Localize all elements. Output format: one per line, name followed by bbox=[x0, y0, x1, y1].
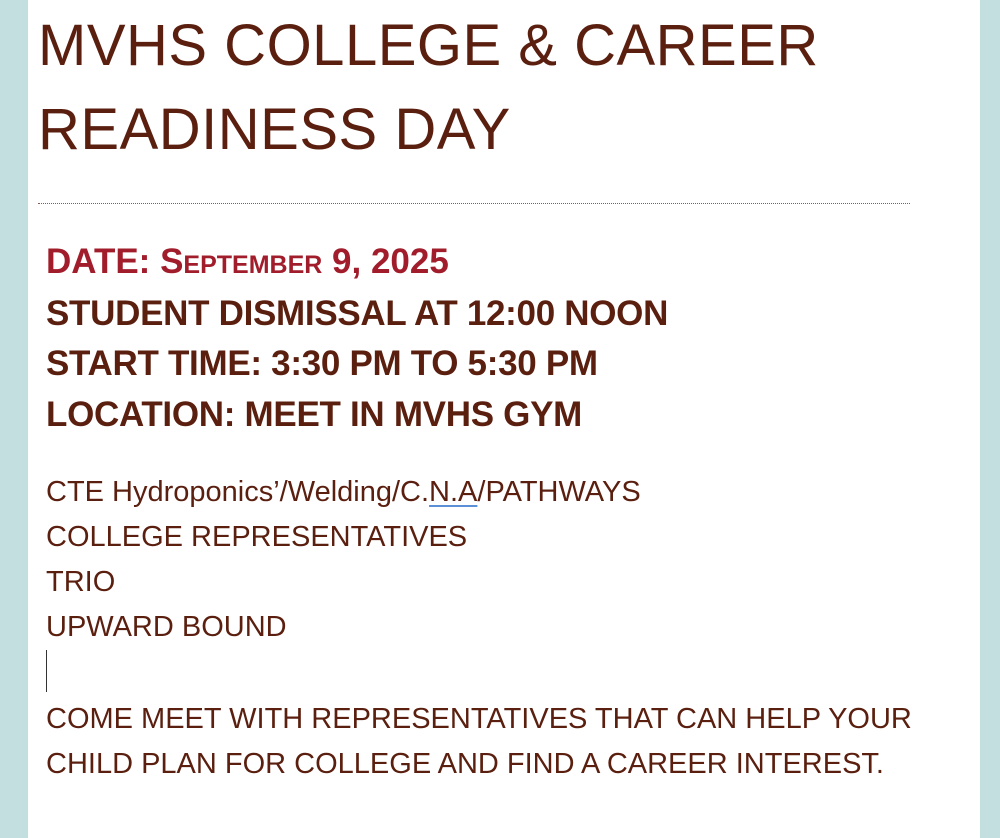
page-title bbox=[38, 4, 819, 172]
dismissal-info: STUDENT DISMISSAL AT 12:00 NOON bbox=[46, 294, 669, 333]
date-value: September 9, 2025 bbox=[160, 242, 449, 281]
list-item-cte bbox=[46, 470, 641, 515]
cna-link[interactable]: N.A bbox=[429, 476, 478, 508]
cte-prefix: CTE Hydroponics’/Welding/C. bbox=[46, 476, 430, 508]
title-divider bbox=[38, 203, 910, 204]
event-date bbox=[46, 238, 449, 286]
closing-paragraph: COME MEET WITH REPRESENTATIVES THAT CAN HELP YOUR CHILD PLAN FOR COLLEGE AND FIND A CAREER INTEREST. bbox=[46, 703, 912, 780]
date-label: DATE: bbox=[46, 242, 151, 281]
text-cursor[interactable] bbox=[46, 650, 47, 692]
list-item-college-reps: COLLEGE REPRESENTATIVES bbox=[46, 521, 468, 553]
title-line-2: READINESS DAY bbox=[38, 97, 511, 162]
location-info: LOCATION: MEET IN MVHS GYM bbox=[46, 395, 582, 434]
start-time-info: START TIME: 3:30 PM TO 5:30 PM bbox=[46, 344, 598, 383]
cte-suffix: /PATHWAYS bbox=[477, 476, 641, 508]
list-item-upward-bound: UPWARD BOUND bbox=[46, 611, 287, 643]
list-item-trio: TRIO bbox=[46, 566, 116, 598]
document-page bbox=[28, 0, 980, 838]
title-line-1: MVHS COLLEGE & CAREER bbox=[38, 13, 819, 78]
